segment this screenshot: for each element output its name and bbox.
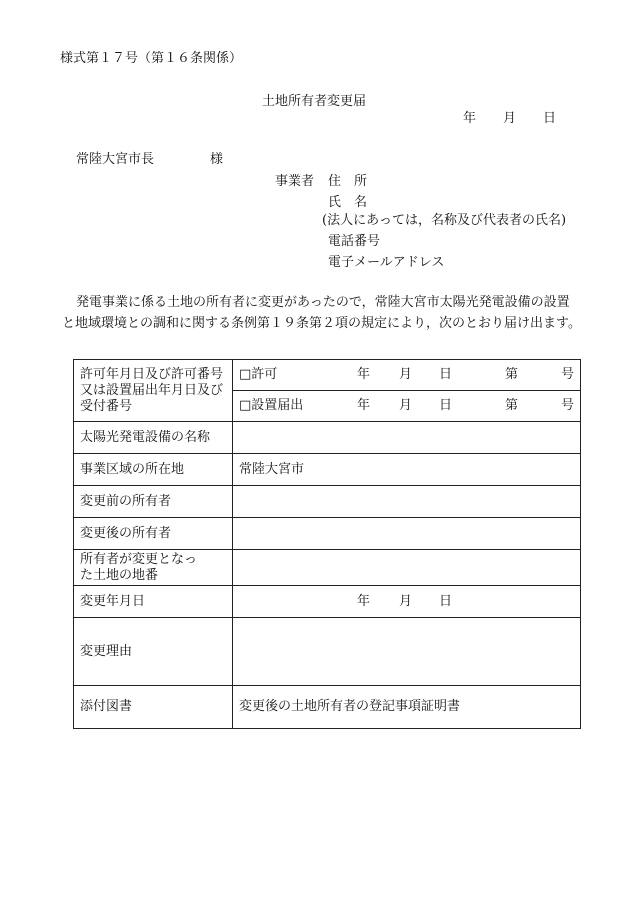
applicant-email-label: 電子メールアドレス xyxy=(328,255,445,270)
applicant-label: 事業者 xyxy=(275,174,315,189)
applicant-name-note: (法人にあっては，名称及び代表者の氏名) xyxy=(322,213,567,228)
attachments-label: 添付図書 xyxy=(74,686,233,729)
applicant-name-label: 氏 名 xyxy=(328,195,368,210)
document-title: 土地所有者変更届 xyxy=(262,94,367,109)
facility-name-value[interactable] xyxy=(233,422,581,454)
date-month: 月 xyxy=(503,111,517,126)
change-date-month: 月 xyxy=(399,593,413,609)
addressee-honorific: 様 xyxy=(210,152,224,167)
permit-label: 許可年月日及び許可番号又は設置届出年月日及び受付番号 xyxy=(80,366,224,414)
owner-after-value[interactable] xyxy=(233,518,581,550)
notify-no-suffix: 号 xyxy=(561,398,575,413)
change-date-label: 変更年月日 xyxy=(74,586,233,618)
form-table xyxy=(73,359,581,729)
location-label: 事業区域の所在地 xyxy=(74,454,233,486)
owner-before-value[interactable] xyxy=(233,486,581,518)
notify-checkbox[interactable]: □設置届出 xyxy=(239,398,304,413)
permit-year: 年 xyxy=(357,367,371,382)
notify-row-cell xyxy=(233,391,581,422)
permit-label-cell xyxy=(74,360,233,422)
date-day: 日 xyxy=(543,111,557,126)
notify-day: 日 xyxy=(439,398,453,413)
parcel-value[interactable] xyxy=(233,550,581,586)
change-date-year: 年 xyxy=(357,593,371,609)
permit-checkbox[interactable]: □許可 xyxy=(239,367,278,382)
location-value[interactable]: 常陸大宮市 xyxy=(233,454,581,486)
attachments-value: 変更後の土地所有者の登記事項証明書 xyxy=(233,686,581,729)
permit-month: 月 xyxy=(399,367,413,382)
permit-row-cell xyxy=(233,360,581,391)
change-date-cell[interactable] xyxy=(233,586,581,618)
notify-no-prefix: 第 xyxy=(505,398,519,413)
reason-value[interactable] xyxy=(233,618,581,686)
permit-day: 日 xyxy=(439,367,453,382)
change-date-day: 日 xyxy=(439,593,453,609)
parcel-label-cell xyxy=(74,550,233,586)
reason-label: 変更理由 xyxy=(74,618,233,686)
notify-year: 年 xyxy=(357,398,371,413)
owner-before-label: 変更前の所有者 xyxy=(74,486,233,518)
facility-name-label: 太陽光発電設備の名称 xyxy=(74,422,233,454)
form-number: 様式第１７号（第１６条関係） xyxy=(60,51,243,66)
permit-no-suffix: 号 xyxy=(561,367,575,382)
parcel-label: 所有者が変更となった土地の地番 xyxy=(80,551,198,583)
body-text: 発電事業に係る土地の所有者に変更があったので，常陸大宮市太陽光発電設備の設置と地域環境との調和に関する条例第１９条第２項の規定により，次のとおり届け出ます。 xyxy=(62,295,581,331)
applicant-address-label: 住 所 xyxy=(328,174,368,189)
date-year: 年 xyxy=(463,111,477,126)
applicant-phone-label: 電話番号 xyxy=(328,234,381,249)
notify-month: 月 xyxy=(399,398,413,413)
addressee: 常陸大宮市長 xyxy=(76,152,155,167)
permit-no-prefix: 第 xyxy=(505,367,519,382)
owner-after-label: 変更後の所有者 xyxy=(74,518,233,550)
